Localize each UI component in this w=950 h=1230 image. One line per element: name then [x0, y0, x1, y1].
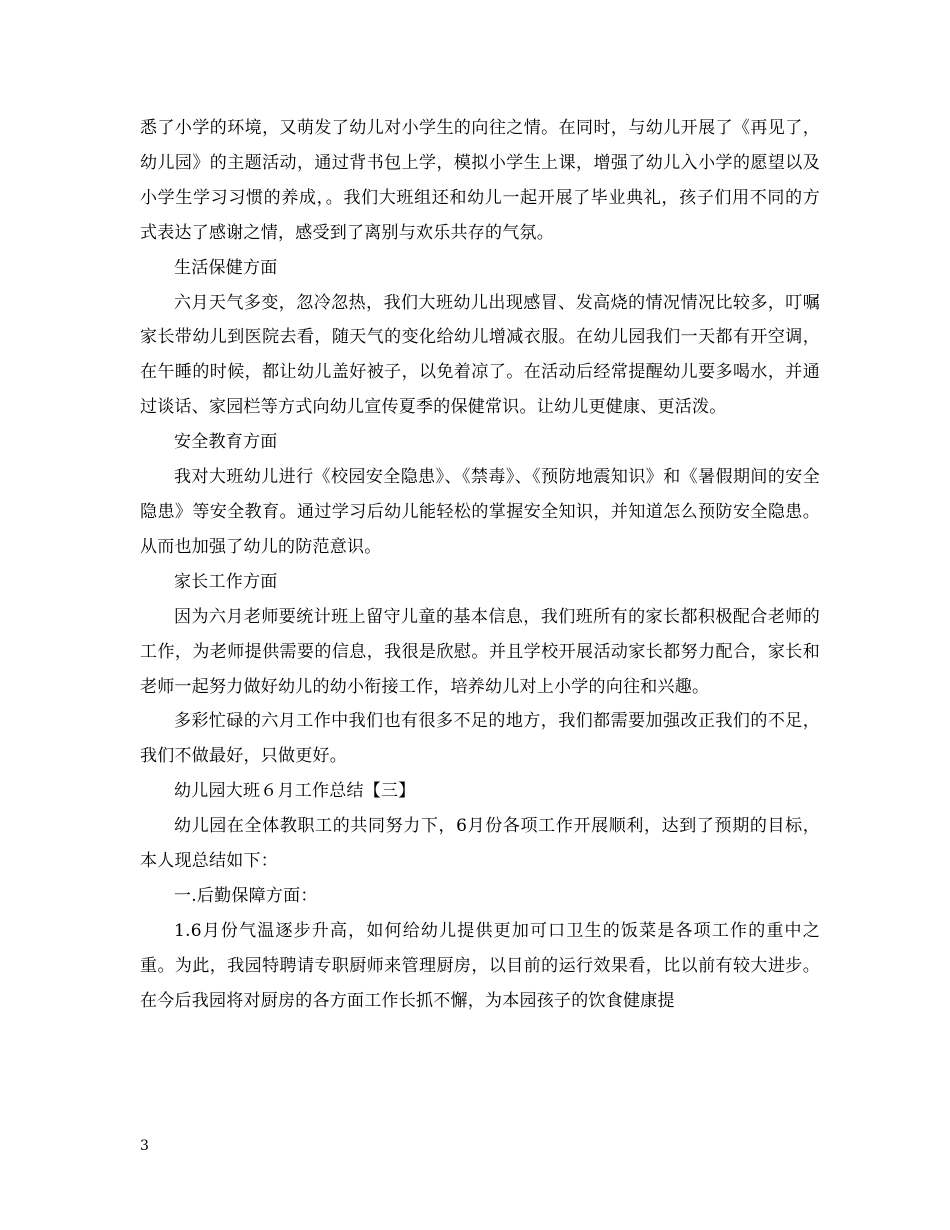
- paragraph-continuation: 悉了小学的环境，又萌发了幼儿对小学生的向往之情。在同时，与幼儿开展了《再见了，幼儿园》的主题活动，通过背书包上学，模拟小学生上课，增强了幼儿入小学的愿望以及小学生学习习惯的养成，。我们大班组还和幼儿一起开展了毕业典礼，孩子们用不同的方式表达了感谢之情，感受到了离别与欢乐共存的气氛。: [140, 118, 820, 243]
- paragraph-intro: 幼儿园在全体教职工的共同努力下，6月份各项工作开展顺利，达到了预期的目标，本人现总结如下：: [140, 816, 820, 872]
- page-number: 3: [140, 1138, 149, 1154]
- section-title-part-three: 幼儿园大班６月工作总结【三】: [174, 781, 416, 802]
- document-body: [140, 111, 820, 1019]
- section-heading-health: 生活保健方面: [174, 257, 278, 278]
- paragraph-logistics-item-1: 1.6月份气温逐步升高，如何给幼儿提供更加可口卫生的饭菜是各项工作的重中之重。为此，我园特聘请专职厨师来管理厨房，以目前的运行效果看，比以前有较大进步。在今后我园将对厨房的各方面工作长抓不懈，为本园孩子的饮食健康提: [140, 920, 820, 1011]
- section-heading-parents: 家长工作方面: [174, 571, 278, 592]
- section-heading-logistics: 一.后勤保障方面：: [174, 885, 318, 906]
- section-heading-safety: 安全教育方面: [174, 432, 278, 453]
- paragraph-parents: 因为六月老师要统计班上留守儿童的基本信息，我们班所有的家长都积极配合老师的工作，为老师提供需要的信息，我很是欣慰。并且学校开展活动家长都努力配合，家长和老师一起努力做好幼儿的幼小衔接工作，培养幼儿对上小学的向往和兴趣。: [140, 606, 820, 697]
- paragraph-health: 六月天气多变，忽冷忽热，我们大班幼儿出现感冒、发高烧的情况情况比较多，叮嘱家长带幼儿到医院去看，随天气的变化给幼儿增减衣服。在幼儿园我们一天都有开空调，在午睡的时候，都让幼儿盖好被子，以免着凉了。在活动后经常提醒幼儿要多喝水，并通过谈话、家园栏等方式向幼儿宣传夏季的保健常识。让幼儿更健康、更活泼。: [140, 292, 820, 418]
- paragraph-conclusion: 多彩忙碌的六月工作中我们也有很多不足的地方，我们都需要加强改正我们的不足，我们不做最好，只做更好。: [140, 711, 820, 767]
- paragraph-safety: 我对大班幼儿进行《校园安全隐患》、《禁毒》、《预防地震知识》和《暑假期间的安全隐患》等安全教育。通过学习后幼儿能轻松的掌握安全知识，并知道怎么预防安全隐患。从而也加强了幼儿的防范意识。: [140, 467, 820, 557]
